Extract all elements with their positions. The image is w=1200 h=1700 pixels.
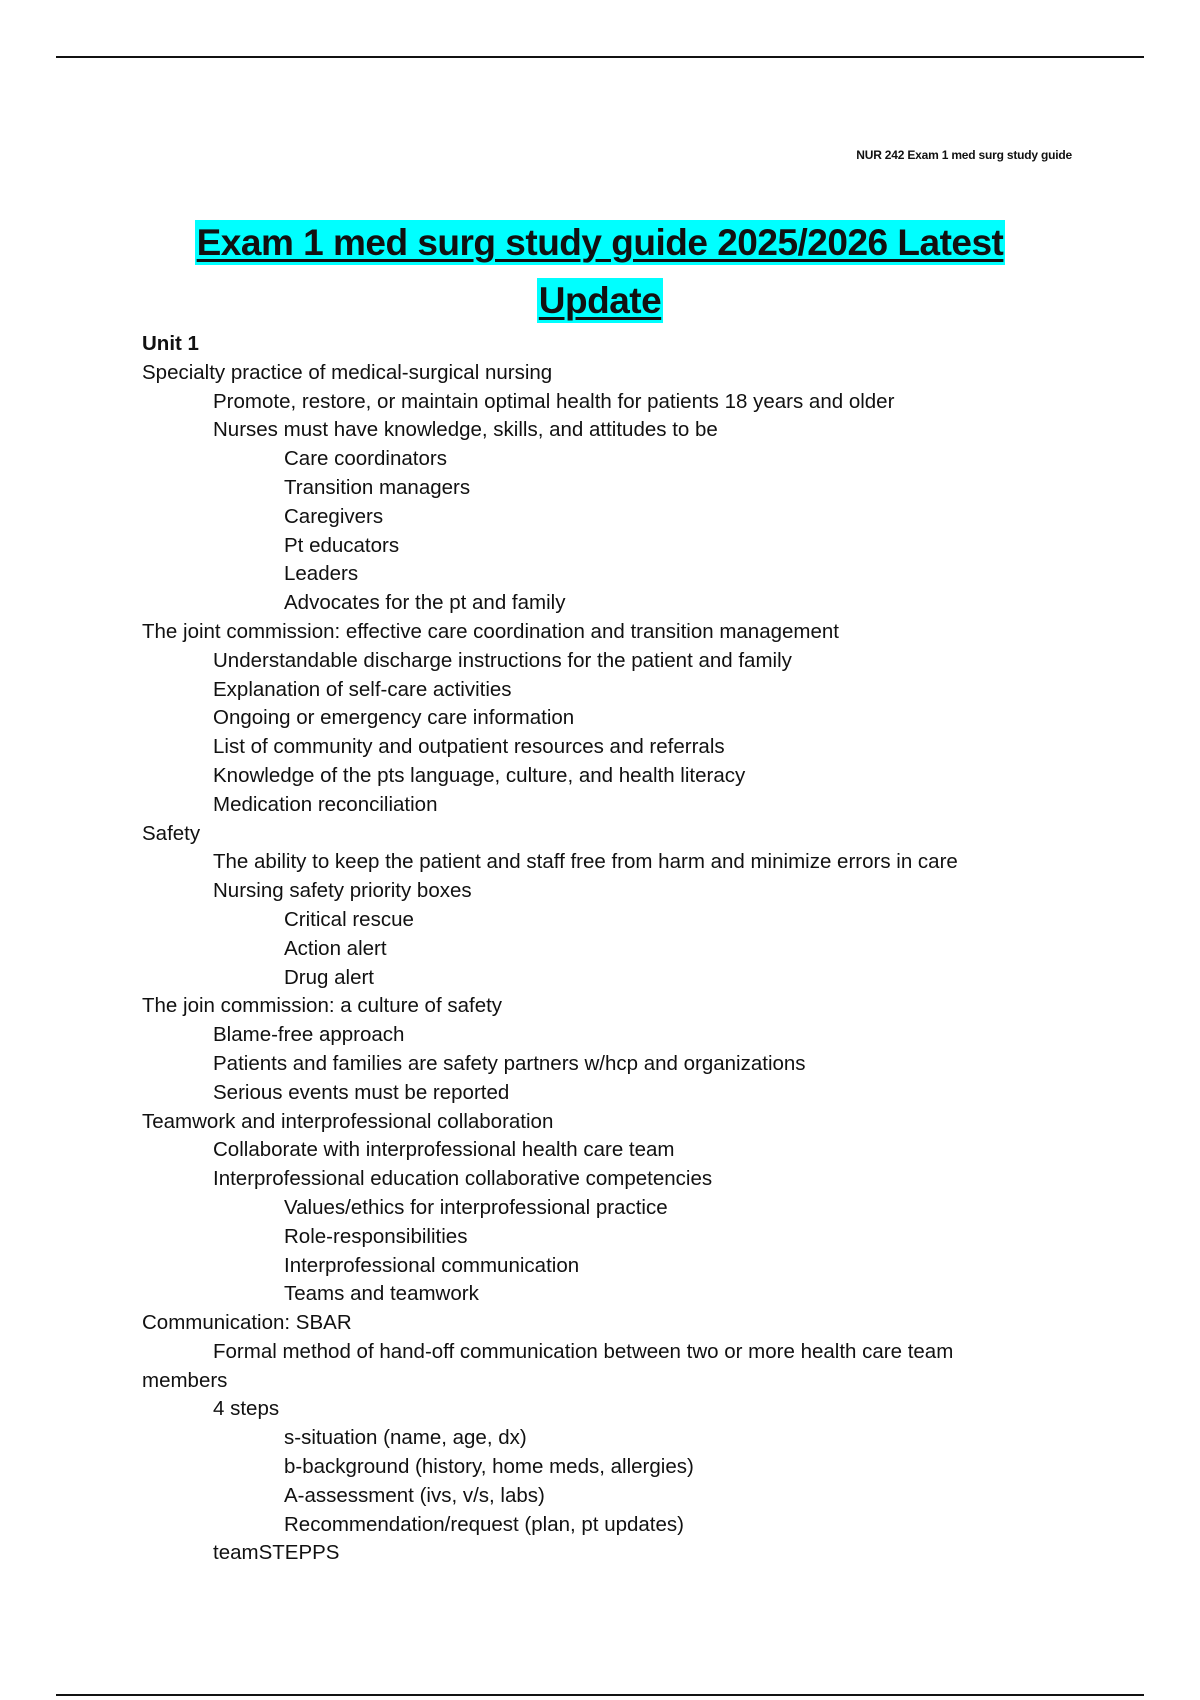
competency-item: Role-responsibilities (284, 1224, 468, 1248)
role-item: Caregivers (284, 504, 384, 528)
list-item: Collaborate with interprofessional health care team (213, 1138, 675, 1162)
section-heading-teamwork: Teamwork and interprofessional collaboration (142, 1109, 554, 1133)
role-item: Transition managers (284, 475, 471, 499)
list-item: The ability to keep the patient and staff free from harm and minimize errors in care (213, 850, 958, 874)
list-item: List of community and outpatient resources and referrals (213, 735, 725, 759)
study-guide-body (142, 330, 1062, 1568)
sbar-step-item: Recommendation/request (plan, pt updates) (284, 1512, 684, 1536)
list-item: Explanation of self-care activities (213, 677, 512, 701)
role-item: Leaders (284, 562, 359, 586)
bottom-rule (56, 1694, 1144, 1696)
box-type-item: Drug alert (284, 965, 375, 989)
course-header: NUR 242 Exam 1 med surg study guide (856, 148, 1072, 162)
sbar-step-item: s-situation (name, age, dx) (284, 1426, 527, 1450)
list-item: Interprofessional education collaborative competencies (213, 1167, 713, 1191)
list-item: 4 steps (213, 1397, 280, 1421)
top-rule (56, 56, 1144, 58)
section-heading-joint-commission: The joint commission: effective care coordination and transition management (142, 619, 839, 643)
unit-heading: Unit 1 (142, 332, 199, 355)
competency-item: Values/ethics for interprofessional practice (284, 1195, 668, 1219)
competency-item: Teams and teamwork (284, 1282, 479, 1306)
list-item: teamSTEPPS (213, 1541, 340, 1565)
box-type-item: Critical rescue (284, 907, 414, 931)
list-item: Serious events must be reported (213, 1080, 510, 1104)
list-item: Promote, restore, or maintain optimal health for patients 18 years and older (213, 389, 895, 413)
competency-item: Interprofessional communication (284, 1253, 580, 1277)
list-item: Patients and families are safety partners w/hcp and organizations (213, 1051, 806, 1075)
section-heading-culture-of-safety: The join commission: a culture of safety (142, 994, 503, 1018)
role-item: Pt educators (284, 533, 400, 557)
section-heading-sbar: Communication: SBAR (142, 1311, 352, 1335)
title-line-1: Exam 1 med surg study guide 2025/2026 Latest (196, 222, 1004, 263)
list-item-continuation: members (142, 1368, 228, 1392)
list-item: Nurses must have knowledge, skills, and attitudes to be (213, 418, 718, 442)
section-heading-specialty: Specialty practice of medical-surgical nursing (142, 360, 553, 384)
sbar-step-item: A-assessment (ivs, v/s, labs) (284, 1483, 545, 1507)
list-item: Understandable discharge instructions for the patient and family (213, 648, 792, 672)
list-item: Ongoing or emergency care information (213, 706, 575, 730)
sbar-step-item: b-background (history, home meds, allergies) (284, 1455, 694, 1479)
list-item: Medication reconciliation (213, 792, 438, 816)
role-item: Advocates for the pt and family (284, 591, 566, 615)
box-type-item: Action alert (284, 936, 387, 960)
list-item: Nursing safety priority boxes (213, 879, 472, 903)
section-heading-safety: Safety (142, 821, 201, 845)
list-item: Knowledge of the pts language, culture, and health literacy (213, 763, 746, 787)
list-item: Blame-free approach (213, 1023, 405, 1047)
role-item: Care coordinators (284, 447, 447, 471)
title-line-2: Update (538, 280, 662, 321)
list-item: Formal method of hand-off communication between two or more health care team (213, 1339, 954, 1363)
document-title (120, 214, 1080, 330)
